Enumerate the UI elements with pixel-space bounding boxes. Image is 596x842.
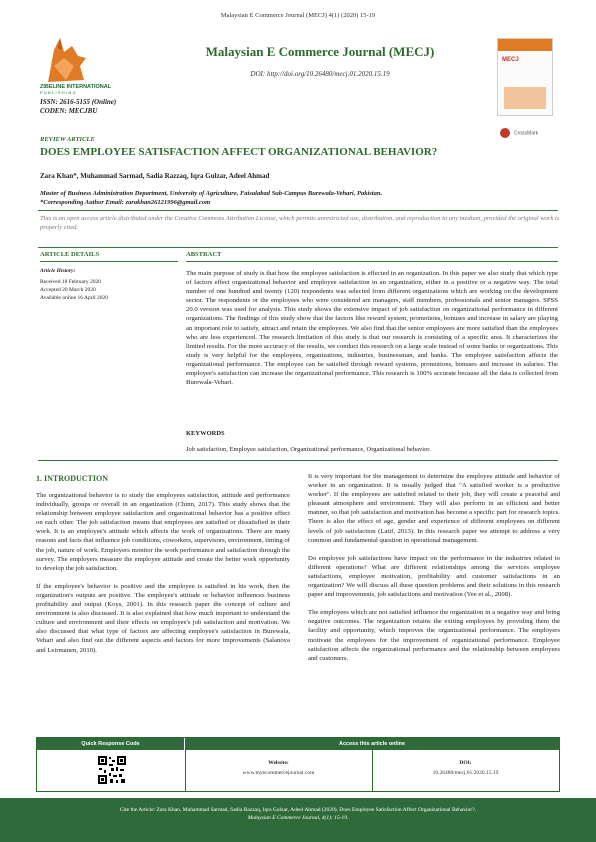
access-heading: Access this article online	[185, 738, 559, 750]
website-label: Website:	[268, 760, 289, 766]
paragraph: It is very important for the management to determine the employee attitude and behavior of worker in an organization. It is usually judged that "A satisfied worker is a productive worker". If the employees are satisfied related to their job, they will create a peaceful and pleasant atmosphere and environment. They will also perform in an efficient and better manner, so that job satisfaction and motivation has become a specific part for research topics. There is also the effect of age, gender and experience of different employees on different levels of job satisfaction (Latif, 2013). In this research paper we attempt to address a very common and fundamental question in operational management.	[308, 473, 560, 544]
accepted-date: Accepted 20 March 2020	[40, 287, 96, 293]
article-title: DOES EMPLOYEE SATISFACTION AFFECT ORGANIZATIONAL BEHAVIOR?	[40, 146, 438, 158]
divider	[38, 460, 558, 461]
fox-icon	[40, 36, 102, 84]
doi-label: DOI:	[459, 760, 472, 766]
citation-source: Malaysian E Commerce Journal, 4(1): 15-19.	[247, 815, 349, 821]
corresponding-author: *Corresponding Author Email: zarakhan26121996@gmail.com	[40, 199, 211, 206]
paragraph: If the employee's behavior is positive and the employee is satisfied in his work, then the organization's outputs are positive. The employee's attitude or behavior influences business profitability and output (Koys, 2001). In this research paper the concept of culture and environment is also discussed. It is also explained that how much important to understand the culture and environment and their effects on employee's job satisfaction and motivation. We also discussed that what type of factors are affecting employee's satisfaction in Burewala, Vehari and also find out the different aspects and factors for more improvements (Salanova and Leirmanen, 2010).	[36, 582, 290, 654]
cover-title: MECJ	[502, 57, 519, 63]
access-table	[36, 737, 560, 792]
qr-code-icon[interactable]	[97, 755, 127, 785]
abstract-text: The main purpose of study is that how the employee satisfaction is effected in an organization. In this paper we also study that which type of factors effect organizational behavior and employee satisfaction in an organization, either in a positive or a negative way. The total number of one hundred and twenty (120) respondents was selected from different organizations which are working on the development sector. The respondents or the employees who were considered are managers, staff members, professionals and senior managers. SPSS 20.0 version was used for analysis. This study shows the extensive impact of job satisfaction on organizational performance in different organizations. The findings of this study show that the factors like reward system, promotions, bonuses and increase in salary are playing an important role to satisfy, attract and retain the employees. We also find that the senior employees are more satisfied than the employees who are less experienced. The research limitation of this study is that our research is consisting of a specific area. It characterizes the limited results. For the more accuracy of the results, we conduct this research on a large scale instead of some banks or organizations. This study is very helpful for the employees, organizations, industries, businessman, and banks. The employee satisfaction affects the organizational performance. The employee can be satisfied through reward systems, promotions, bonuses and increase in salaries. The employee's satisfaction can increase the organizational performance. This research is 100% accurate because all the data is collected from Burewala-Vehari.	[186, 270, 558, 387]
issn-block	[40, 98, 116, 116]
citation-footer	[0, 798, 596, 842]
affiliation-block	[40, 189, 560, 207]
journal-cover	[497, 38, 553, 116]
received-date: Received 18 February 2020	[40, 279, 101, 285]
crossmark-label: CrossMark	[514, 130, 539, 137]
issn: ISSN: 2616-5155 (Online)	[40, 98, 117, 106]
divider	[38, 247, 558, 248]
paragraph: The employees which are not satisfied influence the organization in a negative way and bring negative outcomes. The organization retains the exiting employees by providing them the facility and opportunity, which improves the organizational performance. The employers motivate the employees for the improvement of organizational performance. Employee satisfaction affects the organizational performance and the relationship between employees and customers.	[308, 609, 560, 662]
doi-value[interactable]: 10.26480/mecj.01.2020.15.19	[432, 770, 499, 776]
journal-title: Malaysian E Commerce Journal (MECJ)	[205, 44, 435, 59]
affiliation: Master of Business Administration Department, University of Agriculture, Faisalabad Sub-Campus Burewala-Vehari, Pakistan.	[40, 190, 383, 197]
article-history	[40, 278, 108, 302]
license-text: This is an open access article distributed under the Creative Commons Attribution License, which permits unrestricted use, distribution, and reproduction in any medium, provided the original work is properly cited.	[40, 215, 560, 231]
running-head: Malaysian E Commerce Journal (MECJ) 4(1) (2020) 15-19	[220, 12, 376, 19]
divider	[38, 210, 558, 211]
history-label: Article History:	[40, 268, 76, 274]
paragraph: Do employee job satisfactions have impact on the performance in the industries related to different operations? What are different relationships among the services employee satisfactions, employee motivation, profitability and customer satisfactions in an organization? We will discuss all these question problems and their solutions in this research paper and improvements, job satisfactions and motivation (Yee et al., 2008).	[308, 554, 560, 599]
left-column	[36, 491, 290, 664]
coden: CODEN: MECJBU	[40, 107, 98, 115]
keywords: Job satisfaction, Employee satisfaction, Organizational performance, Organizational behavior.	[186, 446, 431, 453]
right-column	[308, 472, 560, 672]
paragraph: The organizational behavior is to study the employees satisfaction, attitude and performance individually, groups or overall in an organization (Chinn, 2017). This study shows that the relationship between employee satisfaction and organizational behavior has a positive effect on each other. The job satisfaction means that employees are satisfied or dissatisfied in their work. It is an employee's attitude which affects the work of organizations. There are many reasons and facts that influence job conditions, coworkers, supervisors, environment, timing of the job, nature of work. Employers monitor the work performance and satisfaction through the survey. The employers measure the employee attitude and create the better work opportunity to develop the job satisfaction.	[36, 492, 290, 572]
citation-text: Cite the Article: Zara Khan, Muhammad Sarmad, Sadia Razzaq, Iqra Gulzar, Adeel Ahmad (2020). Does Employee Satisfaction Affect Organizational Behavior?.	[120, 807, 476, 813]
keywords-heading: KEYWORDS	[186, 430, 225, 437]
publisher-name: ZIBELINE INTERNATIONAL	[40, 84, 112, 90]
introduction-heading: 1. INTRODUCTION	[36, 474, 109, 483]
crossmark-icon	[500, 128, 510, 138]
publisher-subname: PUBLISHING	[40, 91, 77, 95]
divider	[40, 261, 178, 262]
doi-link[interactable]: DOI: http://doi.org/10.26480/mecj.01.2020.15.19	[250, 70, 390, 78]
quick-response-heading: Quick Response Code	[37, 738, 185, 750]
article-details-heading: ARTICLE DETAILS	[40, 251, 100, 258]
website-link[interactable]: www.myecommercejournal.com	[242, 770, 315, 776]
divider	[186, 261, 558, 262]
crossmark-badge[interactable]	[500, 124, 560, 136]
abstract-heading: ABSTRACT	[186, 251, 222, 258]
authors: Zara Khan*, Muhammad Sarmad, Sadia Razzaq, Iqra Gulzar, Adeel Ahmad	[40, 172, 270, 180]
online-date: Available online 16 April 2020	[40, 295, 109, 301]
article-type: REVIEW ARTICLE	[40, 136, 95, 143]
